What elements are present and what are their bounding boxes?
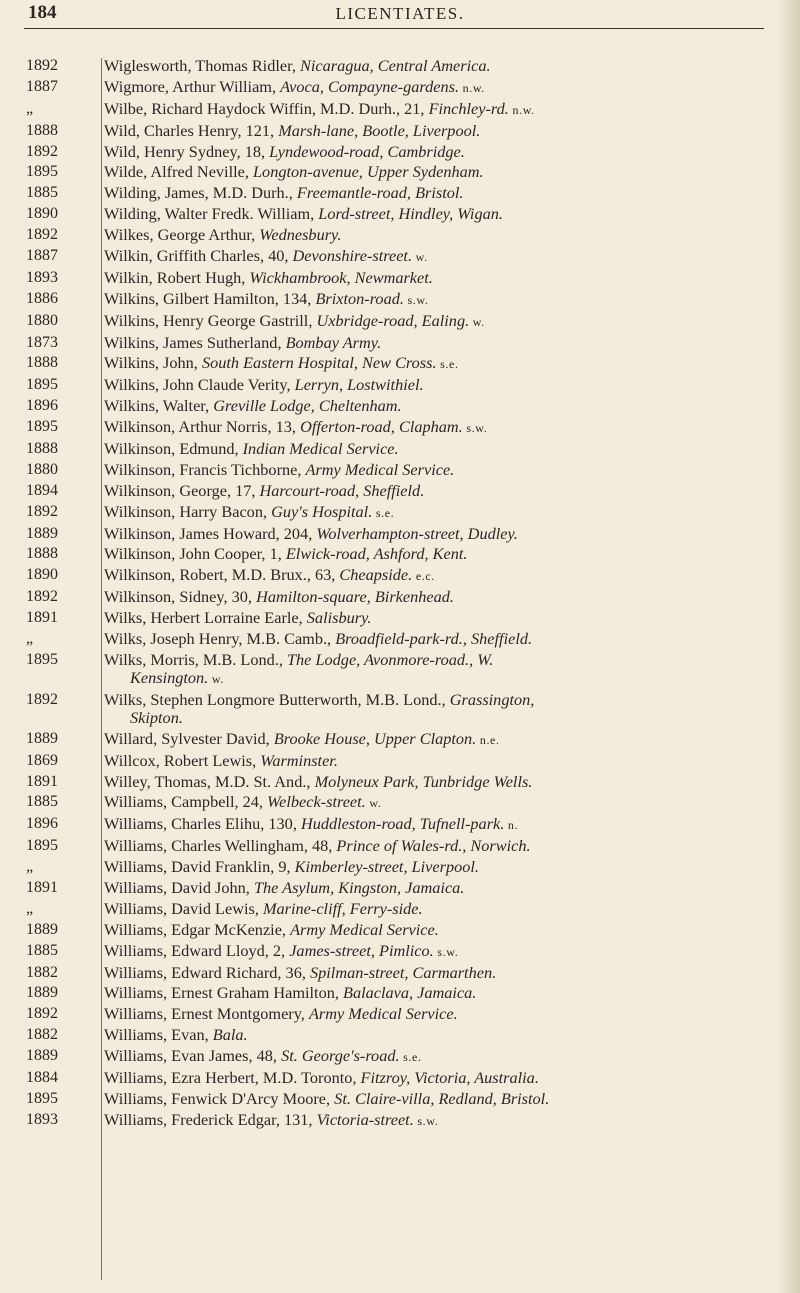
entry-text: [104, 143, 766, 161]
entry-district: e.c.: [412, 569, 435, 584]
entry-address: Greville Lodge, Cheltenham.: [213, 396, 402, 416]
entry-district: n.: [504, 818, 519, 833]
list-item: [26, 1069, 766, 1087]
entry-district: s.e.: [372, 505, 395, 520]
entry-text: [104, 418, 766, 437]
entry-address: Grassington,: [449, 689, 535, 709]
entry-text: [104, 247, 766, 266]
entry-district: w.: [365, 796, 382, 811]
entry-text: [104, 651, 766, 688]
entry-address: St. George's-road.: [281, 1046, 400, 1066]
entry-address: The Asylum, Kingston, Jamaica.: [253, 877, 465, 897]
entry-name: Wilkins, John Claude Verity,: [104, 375, 295, 395]
entry-year: 1888: [26, 440, 58, 458]
entry-name: Williams, Ernest Montgomery,: [104, 1004, 309, 1024]
entry-text: [104, 566, 766, 585]
list-item: [26, 247, 766, 266]
entry-text: [104, 1069, 766, 1087]
entry-address: Fitzroy, Victoria, Australia.: [360, 1067, 539, 1087]
entry-year: „: [26, 630, 34, 648]
list-item: [26, 984, 766, 1002]
entry-text: [104, 900, 766, 918]
entry-address: Elwick-road, Ashford, Kent.: [285, 544, 468, 564]
list-item: [26, 163, 766, 181]
entry-name: Wild, Charles Henry, 121,: [104, 120, 279, 140]
entry-address: Salisbury.: [306, 608, 372, 628]
entry-name: Wilkinson, Francis Tichborne,: [104, 459, 306, 479]
list-item: [26, 588, 766, 606]
entry-name: Wilkinson, Robert, M.D. Brux., 63,: [104, 565, 340, 585]
entry-year: 1894: [26, 481, 58, 499]
entry-year: 1886: [26, 289, 58, 307]
entry-year: „: [26, 99, 34, 117]
list-item: [26, 461, 766, 479]
entry-year: 1890: [26, 205, 58, 223]
list-item: [26, 205, 766, 223]
entry-year: 1891: [26, 772, 58, 790]
list-item: [26, 122, 766, 140]
entry-text: [104, 1005, 766, 1023]
entry-year: 1895: [26, 837, 58, 855]
list-item: [26, 752, 766, 770]
entry-year: 1895: [26, 418, 58, 436]
entry-address: Army Medical Service.: [305, 459, 455, 479]
list-item: [26, 630, 766, 648]
entry-address: Cheapside.: [339, 565, 413, 585]
entry-year: 1896: [26, 397, 58, 415]
entry-text: [104, 226, 766, 244]
list-item: [26, 184, 766, 202]
entry-address: Indian Medical Service.: [242, 439, 399, 459]
entry-address: Brixton-road.: [315, 288, 404, 308]
entry-text: [104, 815, 766, 834]
entry-year: 1888: [26, 354, 58, 372]
entry-district: w.: [412, 250, 428, 265]
entry-text: [104, 773, 766, 791]
entry-name: Wilkins, Henry George Gastrill,: [104, 310, 317, 330]
entry-text: [104, 942, 766, 961]
entry-name: Wilkinson, Arthur Norris, 13,: [104, 417, 301, 437]
entry-name: Williams, Evan James, 48,: [104, 1046, 282, 1066]
entry-district: n.w.: [459, 80, 485, 95]
list-item: [26, 651, 766, 688]
entry-name: Willard, Sylvester David,: [104, 728, 274, 748]
entry-address: Brooke House, Upper Clapton.: [273, 728, 477, 748]
entry-text: [104, 503, 766, 522]
licentiates-list: [26, 57, 766, 1133]
list-item: [26, 793, 766, 812]
entry-year: „: [26, 858, 34, 876]
list-item: [26, 837, 766, 855]
entry-district: w.: [469, 314, 485, 329]
entry-address: Wolverhampton-street, Dudley.: [316, 523, 518, 543]
list-item: [26, 1111, 766, 1130]
entry-text: [104, 184, 766, 202]
entry-text: [104, 290, 766, 309]
entry-name: Wilbe, Richard Haydock Wiffin, M.D. Durh., 21,: [104, 98, 429, 118]
entry-name: Wilding, Walter Fredk. William,: [104, 204, 319, 224]
list-item: [26, 57, 766, 75]
entry-year: 1888: [26, 545, 58, 563]
entry-year: 1880: [26, 311, 58, 329]
entry-year: „: [26, 899, 34, 917]
entry-name: Wilkin, Robert Hugh,: [104, 267, 250, 287]
entry-year: 1891: [26, 878, 58, 896]
entry-year: 1892: [26, 588, 58, 606]
entry-year: 1895: [26, 1089, 58, 1107]
list-item: [26, 773, 766, 791]
entry-address: Lyndewood-road, Cambridge.: [269, 141, 465, 161]
list-item: [26, 290, 766, 309]
entry-text: [104, 312, 766, 331]
entry-year: 1889: [26, 1047, 58, 1065]
entry-name: Wilkinson, Edmund,: [104, 439, 243, 459]
entry-name: Williams, David Lewis,: [104, 898, 263, 918]
entry-text: [104, 858, 766, 876]
entry-text: [104, 964, 766, 982]
list-item: [26, 376, 766, 394]
list-item: [26, 879, 766, 897]
entry-address: Avoca, Compayne-gardens.: [280, 76, 460, 96]
entry-address: Molyneux Park, Tunbridge Wells.: [314, 771, 533, 791]
entry-district: n.w.: [508, 102, 535, 117]
entry-year: 1892: [26, 226, 58, 244]
list-item: [26, 482, 766, 500]
entry-address: Kimberley-street, Liverpool.: [294, 857, 479, 877]
entry-address: Marine-cliff, Ferry-side.: [262, 898, 423, 918]
entry-text: [104, 1047, 766, 1066]
list-item: [26, 942, 766, 961]
entry-name: Williams, Ernest Graham Hamilton,: [104, 983, 343, 1003]
entry-year: 1892: [26, 502, 58, 520]
entry-name: Wilks, Joseph Henry, M.B. Camb.,: [104, 629, 336, 649]
entry-name: Williams, Edward Richard, 36,: [104, 962, 310, 982]
entry-name: Wilkinson, Harry Bacon,: [104, 501, 272, 521]
entry-address: Devonshire-street.: [292, 246, 413, 266]
entry-address: Prince of Wales-rd., Norwich.: [336, 836, 531, 856]
entry-address: Wednesbury.: [259, 225, 342, 245]
entry-year: 1885: [26, 941, 58, 959]
entry-address: Welbeck-street.: [267, 792, 366, 812]
header-rule: [24, 28, 764, 29]
entry-district: s.e.: [436, 357, 459, 372]
list-item: [26, 815, 766, 834]
entry-address-continued: Kensington.: [130, 667, 209, 687]
entry-address: The Lodge, Avonmore-road., W.: [286, 649, 494, 669]
entry-year: 1892: [26, 690, 58, 708]
entry-text: [104, 752, 766, 770]
entry-year: 1882: [26, 1026, 58, 1044]
entry-name: Wilkins, Gilbert Hamilton, 134,: [104, 288, 316, 308]
list-item: [26, 143, 766, 161]
entry-text: [104, 57, 766, 75]
entry-name: Williams, Evan,: [104, 1025, 213, 1045]
entry-year: 1885: [26, 793, 58, 811]
entry-address: South Eastern Hospital, New Cross.: [201, 353, 437, 373]
entry-name: Willcox, Robert Lewis,: [104, 750, 261, 770]
list-item: [26, 1005, 766, 1023]
entry-name: Williams, Fenwick D'Arcy Moore,: [104, 1088, 335, 1108]
entry-year: 1893: [26, 1110, 58, 1128]
entry-name: Wilkins, John,: [104, 353, 202, 373]
entry-name: Wilkins, Walter,: [104, 396, 214, 416]
entry-text: [104, 397, 766, 415]
list-item: [26, 100, 766, 119]
entry-text: [104, 205, 766, 223]
entry-name: Wilkin, Griffith Charles, 40,: [104, 246, 293, 266]
list-item: [26, 691, 766, 727]
entry-text: [104, 269, 766, 287]
entry-text: [104, 525, 766, 543]
entry-text: [104, 879, 766, 897]
entry-district: s.e.: [399, 1050, 422, 1065]
entry-address: Broadfield-park-rd., Sheffield.: [335, 629, 533, 649]
entry-address: James-street, Pimlico.: [289, 940, 434, 960]
entry-name: Williams, Edgar McKenzie,: [104, 919, 291, 939]
page-number: 184: [28, 2, 57, 23]
entry-year: 1873: [26, 333, 58, 351]
entry-name: Wilkes, George Arthur,: [104, 225, 260, 245]
entry-name: Wilkinson, Sidney, 30,: [104, 587, 257, 607]
entry-address: Freemantle-road, Bristol.: [296, 183, 464, 203]
entry-text: [104, 482, 766, 500]
list-item: [26, 921, 766, 939]
entry-address: Hamilton-square, Birkenhead.: [256, 587, 454, 607]
entry-year: 1869: [26, 751, 58, 769]
entry-address: Offerton-road, Clapham.: [300, 417, 463, 437]
entry-address: Uxbridge-road, Ealing.: [316, 310, 470, 330]
entry-year: 1893: [26, 268, 58, 286]
entry-address: Finchley-rd.: [428, 98, 509, 118]
entry-address: Harcourt-road, Sheffield.: [259, 480, 425, 500]
entry-address: Wickhambrook, Newmarket.: [249, 267, 433, 287]
entry-name: Wilde, Alfred Neville,: [104, 162, 253, 182]
entry-year: 1889: [26, 524, 58, 542]
entry-year: 1885: [26, 184, 58, 202]
entry-district: s.w.: [462, 421, 488, 436]
entry-address: Guy's Hospital.: [271, 501, 373, 521]
entry-address: Balaclava, Jamaica.: [343, 983, 477, 1003]
list-item: [26, 269, 766, 287]
list-item: [26, 440, 766, 458]
entry-year: 1896: [26, 815, 58, 833]
list-item: [26, 900, 766, 918]
entry-continuation: [104, 669, 766, 688]
entry-address: Nicaragua, Central America.: [300, 56, 491, 75]
entry-name: Williams, David Franklin, 9,: [104, 857, 295, 877]
list-item: [26, 312, 766, 331]
list-item: [26, 354, 766, 373]
entry-name: Wilkinson, James Howard, 204,: [104, 523, 317, 543]
list-item: [26, 78, 766, 97]
list-item: [26, 545, 766, 563]
list-item: [26, 964, 766, 982]
list-item: [26, 397, 766, 415]
entry-address: Army Medical Service.: [290, 919, 439, 939]
entry-year: 1895: [26, 650, 58, 668]
entry-name: Williams, Charles Elihu, 130,: [104, 814, 301, 834]
entry-text: [104, 376, 766, 394]
entry-address: Longton-avenue, Upper Sydenham.: [253, 162, 484, 182]
entry-text: [104, 984, 766, 1002]
entry-text: [104, 440, 766, 458]
entry-continuation: [104, 709, 766, 727]
entry-name: Williams, Charles Wellingham, 48,: [104, 836, 337, 856]
entry-address: Victoria-street.: [316, 1109, 414, 1129]
list-item: [26, 1090, 766, 1108]
entry-year: 1892: [26, 1005, 58, 1023]
list-item: [26, 858, 766, 876]
entry-name: Willey, Thomas, M.D. St. And.,: [104, 771, 315, 791]
entry-year: 1889: [26, 920, 58, 938]
entry-text: [104, 837, 766, 855]
entry-year: 1895: [26, 376, 58, 394]
list-item: [26, 1026, 766, 1044]
entry-district: w.: [208, 671, 224, 686]
entry-district: s.w.: [433, 944, 459, 959]
entry-year: 1880: [26, 460, 58, 478]
entry-name: Wilks, Herbert Lorraine Earle,: [104, 608, 307, 628]
entry-text: [104, 730, 766, 749]
entry-name: Wilkins, James Sutherland,: [104, 332, 286, 352]
entry-year: 1882: [26, 963, 58, 981]
entry-name: Williams, Campbell, 24,: [104, 792, 268, 812]
entry-year: 1884: [26, 1068, 58, 1086]
entry-address: Lord-street, Hindley, Wigan.: [318, 204, 503, 224]
entry-name: Wiglesworth, Thomas Ridler,: [104, 56, 301, 75]
entry-text: [104, 461, 766, 479]
entry-year: 1887: [26, 77, 58, 95]
entry-name: Williams, Ezra Herbert, M.D. Toronto,: [104, 1067, 361, 1087]
list-item: [26, 334, 766, 352]
entry-address: Huddleston-road, Tufnell-park.: [300, 814, 505, 834]
entry-text: [104, 691, 766, 727]
entry-text: [104, 793, 766, 812]
entry-address-continued: Skipton.: [130, 707, 183, 727]
entry-name: Wilks, Stephen Longmore Butterworth, M.B. Lond.,: [104, 689, 450, 709]
entry-text: [104, 78, 766, 97]
running-title: LICENTIATES.: [335, 4, 465, 23]
entry-address: Bombay Army.: [285, 332, 382, 352]
list-item: [26, 525, 766, 543]
entry-text: [104, 545, 766, 563]
entry-address: Lerryn, Lostwithiel.: [294, 375, 424, 395]
entry-text: [104, 163, 766, 181]
entry-text: [104, 630, 766, 648]
entry-name: Wigmore, Arthur William,: [104, 76, 281, 96]
entry-text: [104, 354, 766, 373]
entry-year: 1887: [26, 247, 58, 265]
entry-text: [104, 921, 766, 939]
list-item: [26, 609, 766, 627]
entry-text: [104, 1090, 766, 1108]
entry-name: Wilks, Morris, M.B. Lond.,: [104, 649, 287, 669]
entry-year: 1889: [26, 729, 58, 747]
entry-year: 1888: [26, 121, 58, 139]
entry-year: 1892: [26, 142, 58, 160]
entry-address: Marsh-lane, Bootle, Liverpool.: [278, 120, 481, 140]
entry-name: Williams, Frederick Edgar, 131,: [104, 1109, 317, 1129]
list-item: [26, 418, 766, 437]
entry-district: s.w.: [403, 292, 429, 307]
entry-address: Spilman-street, Carmarthen.: [309, 962, 497, 982]
list-item: [26, 730, 766, 749]
entry-address: Army Medical Service.: [308, 1004, 458, 1024]
entry-text: [104, 334, 766, 352]
list-item: [26, 1047, 766, 1066]
entry-name: Williams, David John,: [104, 877, 254, 897]
entry-address: Bala.: [212, 1025, 248, 1045]
page-edge-shadow: [778, 0, 800, 1293]
entry-name: Wild, Henry Sydney, 18,: [104, 141, 270, 161]
entry-year: 1891: [26, 609, 58, 627]
entry-text: [104, 1111, 766, 1130]
entry-address: St. Claire-villa, Redland, Bristol.: [334, 1088, 550, 1108]
entry-name: Williams, Edward Lloyd, 2,: [104, 940, 290, 960]
entry-year: 1892: [26, 57, 58, 74]
entry-text: [104, 1026, 766, 1044]
entry-text: [104, 609, 766, 627]
entry-district: n.e.: [476, 732, 500, 747]
entry-year: 1895: [26, 163, 58, 181]
entry-year: 1889: [26, 984, 58, 1002]
entry-text: [104, 122, 766, 140]
entry-name: Wilkinson, George, 17,: [104, 480, 260, 500]
list-item: [26, 503, 766, 522]
list-item: [26, 566, 766, 585]
entry-name: Wilding, James, M.D. Durh.,: [104, 183, 297, 203]
entry-year: 1890: [26, 566, 58, 584]
entry-district: s.w.: [413, 1113, 439, 1128]
entry-text: [104, 588, 766, 606]
entry-text: [104, 100, 766, 119]
entry-name: Wilkinson, John Cooper, 1,: [104, 544, 286, 564]
entry-address: Warminster.: [260, 750, 338, 770]
list-item: [26, 226, 766, 244]
